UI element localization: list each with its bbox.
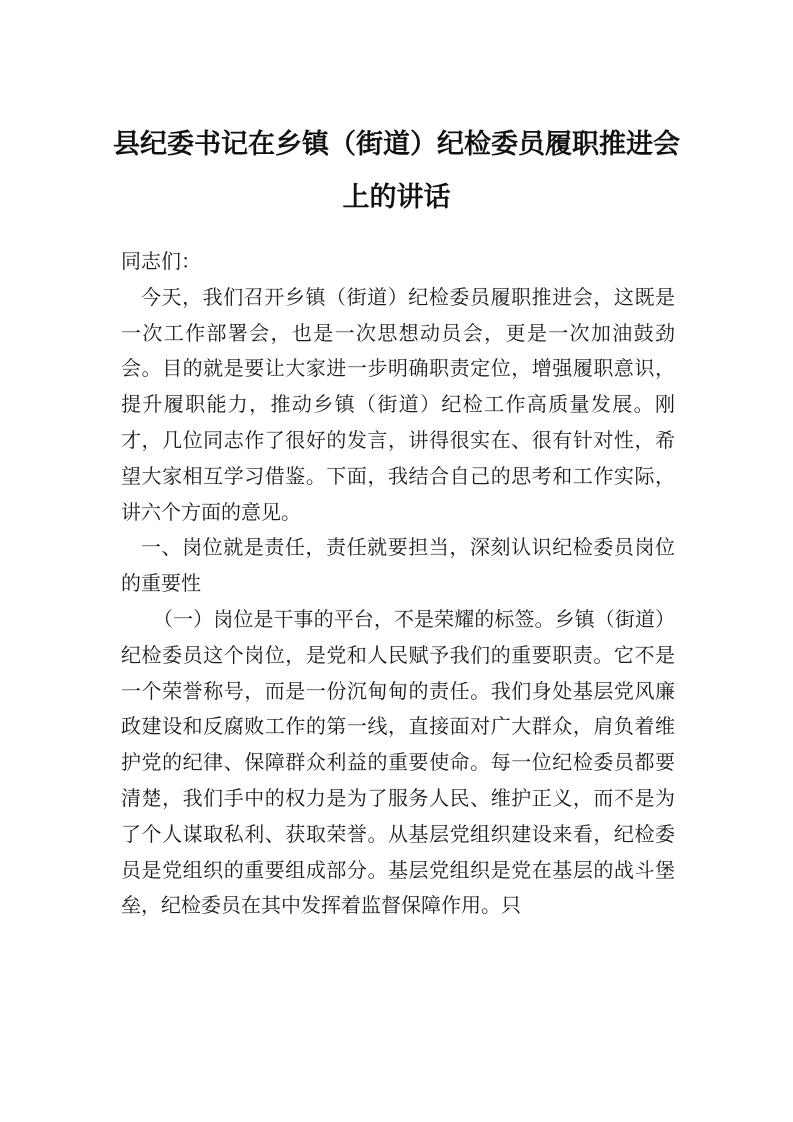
paragraph-opening: 今天，我们召开乡镇（街道）纪检委员履职推进会，这既是一次工作部署会，也是一次思想动员会，更是一次加油鼓劲会。目的就是要让大家进一步明确职责定位，增强履职意识，提升履职能力，推动乡镇（街道）纪检工作高质量发展。刚才，几位同志作了很好的发言，讲得很实在、很有针对性，希望大家相互学习借鉴。下面，我结合自己的思考和工作实际，讲六个方面的意见。 xyxy=(121,284,675,524)
paragraph-subsection-1: （一）岗位是干事的平台，不是荣耀的标签。乡镇（街道）纪检委员这个岗位，是党和人民赋予我们的重要职责。它不是一个荣誉称号，而是一份沉甸甸的责任。我们身处基层党风廉政建设和反腐败工作的第一线，直接面对广大群众，肩负着维护党的纪律、保障群众利益的重要使命。每一位纪检委员都要清楚，我们手中的权力是为了服务人民、维护正义，而不是为了个人谋取私利、获取荣誉。从基层党组织建设来看，纪检委员是党组织的重要组成部分。基层党组织是党在基层的战斗堡垒，纪检委员在其中发挥着监督保障作用。只 xyxy=(121,606,675,918)
document-body xyxy=(121,244,675,924)
salutation: 同志们： xyxy=(121,249,201,273)
document-title: 县纪委书记在乡镇（街道）纪检委员履职推进会上的讲话 xyxy=(113,129,680,213)
section-heading-1: 一、岗位就是责任，责任就要担当，深刻认识纪检委员岗位的重要性 xyxy=(121,535,675,596)
